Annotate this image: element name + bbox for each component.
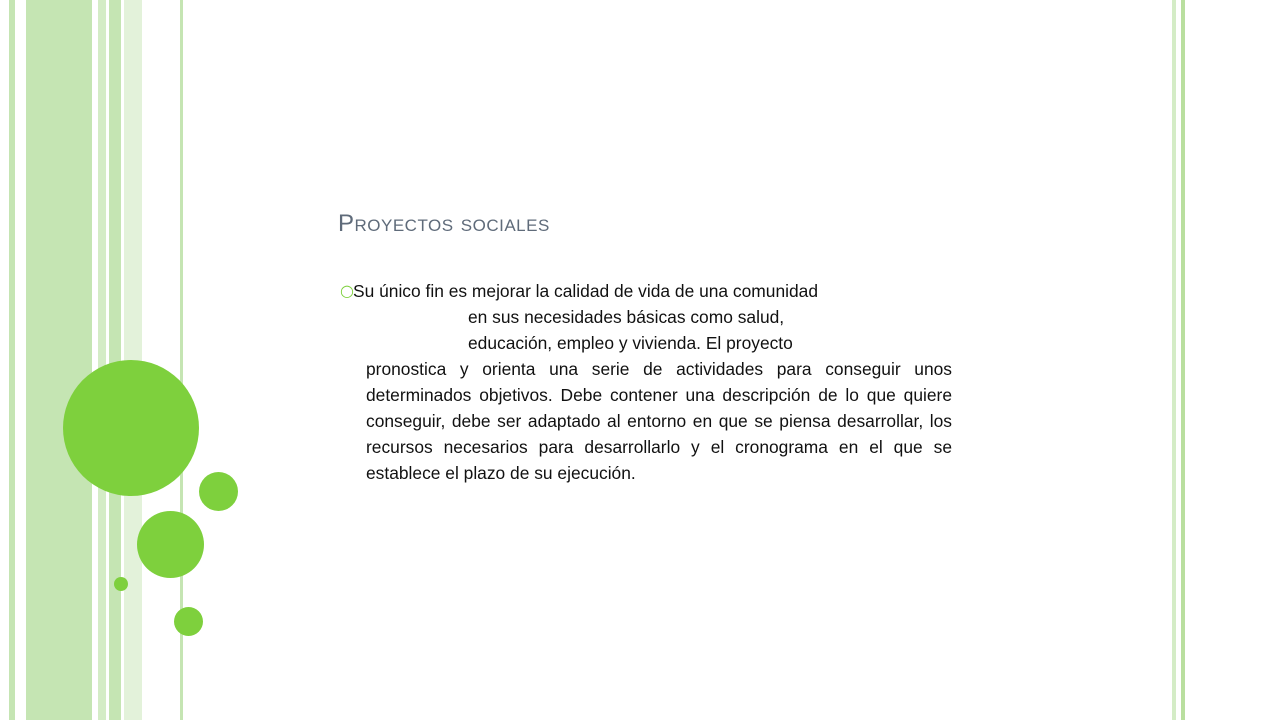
bullet-text-line-1: Su único fin es mejorar la calidad de vida de una comunidad (353, 281, 819, 301)
bullet-text-line-2: en sus necesidades básicas como salud, (468, 307, 785, 327)
bullet-text-line-3: educación, empleo y vivienda. El proyecto (468, 333, 793, 353)
list-item (338, 278, 952, 486)
decor-circle-small-1 (199, 472, 238, 511)
decor-stripe-right-1 (1172, 0, 1176, 720)
slide-title: Proyectos sociales (338, 210, 550, 237)
decor-stripe-1 (9, 0, 15, 720)
decor-stripe-right-2 (1181, 0, 1185, 720)
bullet-circle-icon: ○ (340, 281, 354, 300)
bullet-text-rest: pronostica y orienta una serie de actividades para conseguir unos determinados objetivos. Debe contener una descripción de lo que quiere conseguir, debe ser adaptado al entorno en que se piensa desarrollar, los recursos necesarios para desarrollarlo y el cronograma en el que se establece el plazo de su ejecución. (366, 359, 952, 483)
decor-circle-large (63, 360, 199, 496)
bullet-list (338, 278, 952, 486)
decor-stripe-2 (26, 0, 92, 720)
decor-circle-tiny (114, 577, 128, 591)
bullet-paragraph (338, 278, 952, 486)
decor-circle-medium (137, 511, 204, 578)
decor-circle-small-2 (174, 607, 203, 636)
decor-stripe-3 (98, 0, 106, 720)
